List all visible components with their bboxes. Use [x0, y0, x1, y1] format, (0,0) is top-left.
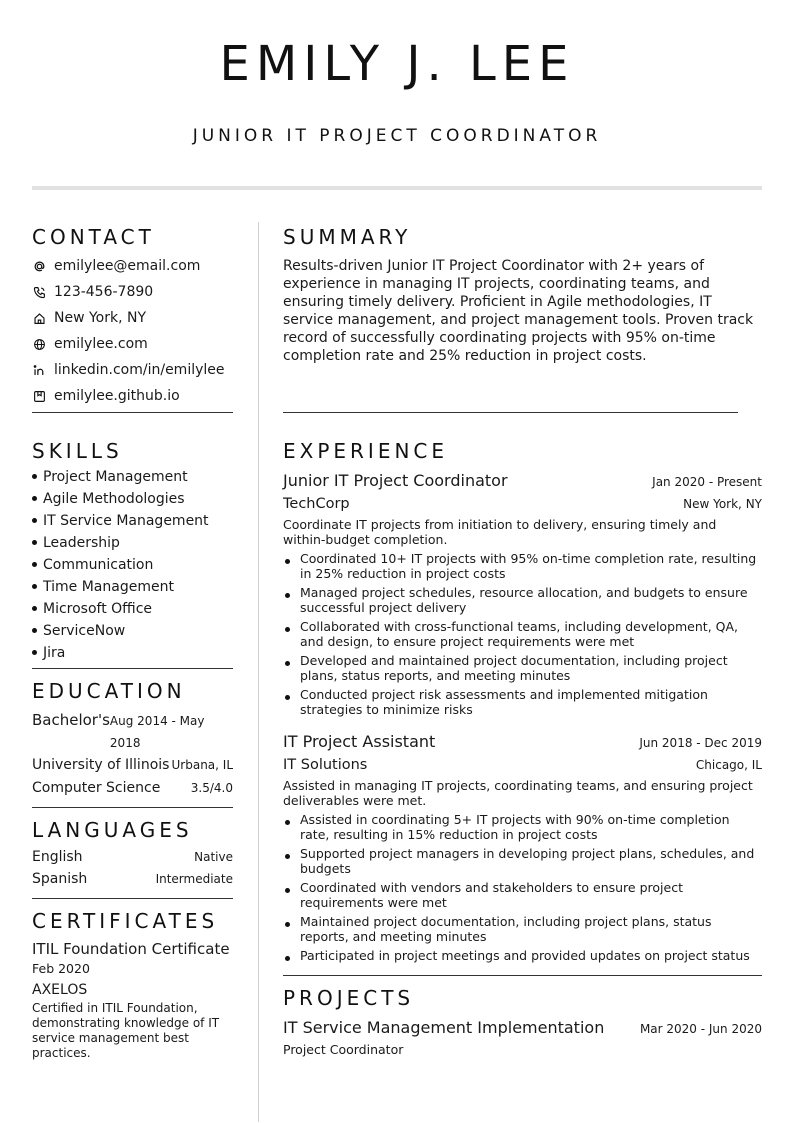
projects-heading: PROJECTS [283, 986, 415, 1010]
contact-github[interactable] [32, 383, 233, 409]
skill-item: Microsoft Office [32, 598, 233, 620]
job-entry [283, 731, 762, 963]
phone-icon [32, 285, 46, 299]
education-divider [32, 807, 233, 808]
contact-linkedin[interactable] [32, 357, 233, 383]
experience-section [283, 438, 762, 976]
education-school: University of Illinois [32, 757, 170, 773]
skills-divider [32, 668, 233, 669]
languages-heading: LANGUAGES [32, 818, 193, 842]
project-entry [283, 1017, 762, 1060]
job-bullet: Maintained project documentation, including project plans, status reports, and meeting minutes [283, 914, 762, 944]
job-description: Assisted in managing IT projects, coordinating teams, and ensuring project deliverables were met. [283, 778, 753, 808]
skills-section [32, 438, 233, 669]
language-row: Spanish Intermediate [32, 871, 233, 887]
job-bullet: Coordinated with vendors and stakeholders to ensure project requirements were met [283, 880, 762, 910]
skill-item: Time Management [32, 576, 233, 598]
certificates-heading: CERTIFICATES [32, 909, 219, 933]
job-title: IT Project Assistant [283, 732, 436, 751]
education-dates: Aug 2014 - May 2018 [109, 714, 205, 750]
job-dates: Jun 2018 - Dec 2019 [639, 736, 762, 750]
skill-item: IT Service Management [32, 510, 233, 532]
globe-icon [32, 337, 46, 351]
column-divider [258, 222, 259, 1122]
education-section [32, 678, 233, 808]
job-bullet: Supported project managers in developing project plans, schedules, and budgets [283, 846, 762, 876]
job-company: IT Solutions [283, 757, 368, 773]
job-title: Junior IT Project Coordinator [283, 471, 508, 490]
contact-phone[interactable] [32, 279, 233, 305]
certificate-date: Feb 2020 [32, 961, 90, 976]
project-name: IT Service Management Implementation [283, 1018, 605, 1037]
language-row: English Native [32, 849, 233, 865]
job-bullet: Assisted in coordinating 5+ IT projects with 90% on-time completion rate, resulting in 15% reduction in project costs [283, 812, 762, 842]
contact-website[interactable] [32, 331, 233, 357]
contact-email-text: emilylee@email.com [54, 258, 201, 274]
certificate-description: Certified in ITIL Foundation, demonstrating knowledge of IT service management best practices. [32, 1001, 220, 1060]
skill-item: Communication [32, 554, 233, 576]
project-role: Project Coordinator [283, 1042, 404, 1057]
contact-phone-text: 123-456-7890 [54, 284, 154, 300]
job-bullet: Conducted project risk assessments and implemented mitigation strategies to minimize risks [283, 687, 762, 717]
linkedin-icon [32, 363, 46, 377]
skill-item: Leadership [32, 532, 233, 554]
contact-github-text: emilylee.github.io [54, 388, 180, 404]
projects-section [283, 985, 762, 1060]
job-location: Chicago, IL [695, 758, 762, 772]
project-dates: Mar 2020 - Jun 2020 [639, 1022, 762, 1036]
summary-section [283, 224, 762, 413]
candidate-title: JUNIOR IT PROJECT COORDINATOR [192, 126, 602, 146]
skill-item: Jira [32, 642, 233, 664]
contact-location [32, 305, 233, 331]
languages-section [32, 817, 233, 899]
job-bullet: Participated in project meetings and provided updates on project status [283, 948, 762, 963]
summary-heading: SUMMARY [283, 225, 412, 249]
left-column [32, 224, 233, 1061]
home-icon [32, 311, 46, 325]
contact-heading: CONTACT [32, 225, 155, 249]
job-bullet: Coordinated 10+ IT projects with 95% on-time completion rate, resulting in 25% reduction in project costs [283, 551, 762, 581]
summary-text: Results-driven Junior IT Project Coordinator with 2+ years of experience in managing IT projects, coordinating teams, and ensuring timely delivery. Proficient in Agile methodologies, IT service management, and project management tools. Proven track record of successfully coordinating projects with 95% on-time completion rate and 25% reduction in project costs. [283, 258, 754, 364]
job-entry [283, 470, 762, 717]
contact-location-text: New York, NY [54, 310, 147, 326]
right-column [283, 224, 762, 1060]
education-major: Computer Science [32, 780, 161, 796]
contact-email[interactable] [32, 253, 233, 279]
experience-heading: EXPERIENCE [283, 439, 449, 463]
job-dates: Jan 2020 - Present [652, 475, 762, 489]
certificates-section [32, 908, 233, 1061]
job-bullet: Managed project schedules, resource allocation, and budgets to ensure successful project delivery [283, 585, 762, 615]
header-divider [32, 186, 762, 190]
education-degree: Bachelor's [32, 711, 110, 729]
education-location: Urbana, IL [171, 758, 233, 772]
contact-section [32, 224, 233, 413]
skill-item: Project Management [32, 466, 233, 488]
skills-heading: SKILLS [32, 439, 123, 463]
contact-linkedin-text: linkedin.com/in/emilylee [54, 362, 225, 378]
portfolio-icon [32, 389, 46, 403]
skill-item: ServiceNow [32, 620, 233, 642]
job-description: Coordinate IT projects from initiation to delivery, ensuring timely and within-budget completion. [283, 517, 717, 547]
job-bullet: Developed and maintained project documentation, including project plans, status reports, and meeting minutes [283, 653, 762, 683]
summary-divider [283, 412, 738, 413]
education-heading: EDUCATION [32, 679, 186, 703]
skill-item: Agile Methodologies [32, 488, 233, 510]
job-company: TechCorp [283, 496, 350, 512]
job-bullet: Collaborated with cross-functional teams, including development, QA, and design, to ensure project requirements were met [283, 619, 762, 649]
at-icon [32, 259, 46, 273]
certificate-name: ITIL Foundation Certificate [32, 940, 230, 958]
job-location: New York, NY [683, 497, 762, 511]
experience-divider [283, 975, 762, 976]
candidate-name: EMILY J. LEE [219, 36, 575, 92]
education-gpa: 3.5/4.0 [190, 781, 233, 795]
languages-divider [32, 898, 233, 899]
certificate-issuer: AXELOS [32, 982, 88, 998]
contact-divider [32, 412, 233, 413]
contact-website-text: emilylee.com [54, 336, 148, 352]
